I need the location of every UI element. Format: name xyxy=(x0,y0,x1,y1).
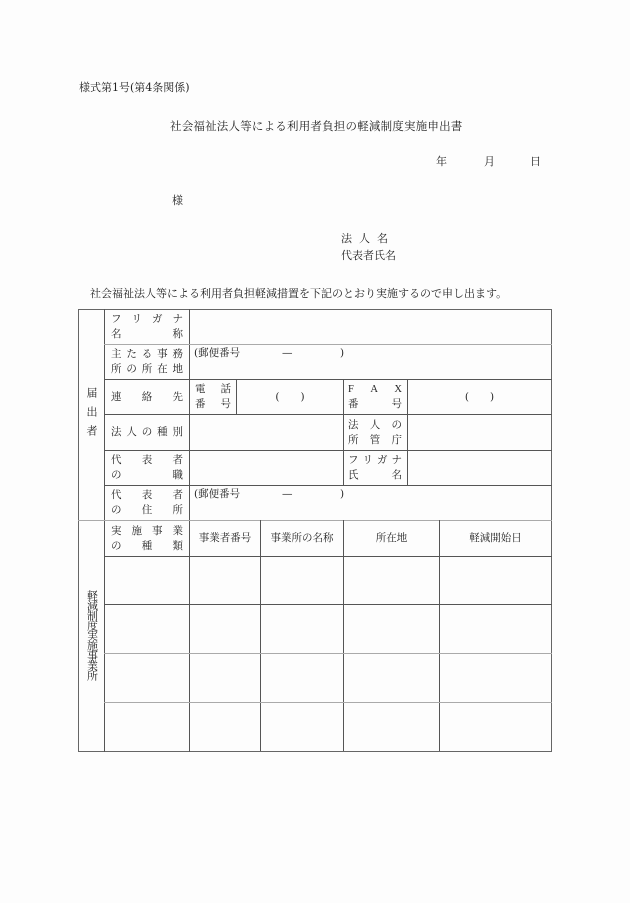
label-char: 者 xyxy=(172,489,183,501)
label-char: 名 xyxy=(111,328,122,340)
label-char: 称 xyxy=(172,328,183,340)
facility-row-4-cell[interactable] xyxy=(440,703,551,750)
table-border-bottom xyxy=(78,751,552,752)
facility-row-2-cell[interactable] xyxy=(344,605,439,652)
label-char: の xyxy=(141,426,153,438)
label-char: 業 xyxy=(172,524,183,537)
facility-row-3-cell[interactable] xyxy=(344,654,439,701)
phone-parens: ( ) xyxy=(275,390,305,403)
label-char: 番 xyxy=(348,399,359,410)
label-char: ガ xyxy=(377,454,388,466)
label-char: 法 xyxy=(111,426,122,438)
label-char: 番 xyxy=(195,398,206,410)
label-jurisdiction xyxy=(348,415,402,450)
label-char: 別 xyxy=(172,426,183,438)
postal-dash: — xyxy=(282,347,293,359)
label-char: 管 xyxy=(369,433,381,446)
facility-row-3-cell[interactable] xyxy=(190,654,260,701)
fax-parens: ( ) xyxy=(464,390,495,403)
label-char: 号 xyxy=(391,399,402,410)
phone-field[interactable] xyxy=(237,380,343,414)
label-char: 実 xyxy=(111,524,122,537)
label-char: 人 xyxy=(126,426,137,438)
label-char: 人 xyxy=(369,418,381,431)
label-char: 代 xyxy=(111,489,122,501)
label-char: 号 xyxy=(220,398,231,410)
label-corp-type xyxy=(111,415,183,450)
label-phone xyxy=(195,380,231,414)
facility-row-4-cell[interactable] xyxy=(261,703,343,750)
column-header-provider-number xyxy=(190,521,260,556)
label-char: 種 xyxy=(157,426,168,438)
label-fax xyxy=(348,380,402,414)
label-char: た xyxy=(126,348,137,360)
facility-row-4-cell[interactable] xyxy=(344,703,439,750)
postal-prefix: (郵便番号 xyxy=(194,347,241,359)
intro-statement: 社会福祉法人等による利用者負担軽減措置を下記のとおり実施するので申し出ます。 xyxy=(90,287,508,300)
representative-name-label: 代表者氏名 xyxy=(341,249,396,262)
label-char: 代 xyxy=(111,454,122,466)
label-char: リ xyxy=(131,313,142,325)
corporation-name-label: 法人名 xyxy=(341,232,395,245)
label-char: 法 xyxy=(348,418,359,431)
label-char: X xyxy=(394,384,402,395)
label-char: フ xyxy=(111,313,122,325)
facilities-section-text: 軽減制度実施事業所 xyxy=(85,590,99,680)
label-contact xyxy=(111,380,183,414)
label-char: 施 xyxy=(131,524,142,537)
date-day-label: 日 xyxy=(530,155,541,168)
label-char: ナ xyxy=(391,454,402,466)
label-char: る xyxy=(141,348,153,360)
form-number: 様式第1号(第4条関係) xyxy=(79,81,190,94)
column-header-text: 軽減開始日 xyxy=(469,532,522,544)
label-char: リ xyxy=(362,454,373,466)
label-char: 所 xyxy=(172,504,183,516)
postal-suffix: ) xyxy=(340,347,345,359)
facility-row-4-cell[interactable] xyxy=(190,703,260,750)
name-field[interactable] xyxy=(190,310,551,344)
facility-row-1-cell[interactable] xyxy=(261,557,343,604)
facility-row-2-cell[interactable] xyxy=(105,605,189,652)
office-address-field[interactable] xyxy=(194,345,549,380)
rep-title-field[interactable] xyxy=(190,451,343,485)
label-char: 所 xyxy=(348,433,359,446)
applicant-section-label xyxy=(79,380,104,450)
rep-name-field[interactable] xyxy=(408,451,551,485)
label-char: ガ xyxy=(152,313,163,325)
label-rep-title xyxy=(111,451,183,485)
label-char: 表 xyxy=(141,489,153,501)
facility-row-3-cell[interactable] xyxy=(105,654,189,701)
label-char: 先 xyxy=(172,390,183,403)
facility-row-1-cell[interactable] xyxy=(105,557,189,604)
facility-row-3-cell[interactable] xyxy=(440,654,551,701)
date-year-label: 年 xyxy=(436,155,447,168)
column-header-text: 事業所の名称 xyxy=(270,532,334,544)
divider xyxy=(343,379,344,485)
label-char: の xyxy=(111,539,122,552)
label-char: の xyxy=(126,363,137,375)
corp-type-field[interactable] xyxy=(190,415,343,450)
label-char: F xyxy=(348,384,354,395)
label-furigana-name xyxy=(111,310,183,344)
label-business-type xyxy=(111,521,183,556)
label-char: 氏 xyxy=(348,469,359,481)
label-char: の xyxy=(111,469,122,481)
label-char: 種 xyxy=(141,539,153,552)
label-char: 連 xyxy=(111,390,122,403)
label-office-address xyxy=(111,345,183,379)
label-char: の xyxy=(391,418,402,431)
label-char: 所 xyxy=(141,363,153,375)
label-char: 絡 xyxy=(141,390,153,403)
label-char: 住 xyxy=(141,504,153,516)
label-char: 電 xyxy=(195,383,206,395)
date-month-label: 月 xyxy=(484,155,495,168)
document-title: 社会福祉法人等による利用者負担の軽減制度実施申出書 xyxy=(170,119,463,133)
label-char: 庁 xyxy=(391,433,402,446)
column-header-facility-name xyxy=(261,521,343,556)
column-header-location xyxy=(344,521,439,556)
label-char: 事 xyxy=(157,348,168,360)
label-rep-address xyxy=(111,486,183,520)
addressee-suffix: 様 xyxy=(172,194,183,207)
label-char: 所 xyxy=(111,363,122,375)
facility-row-3-cell[interactable] xyxy=(261,654,343,701)
label-char: 類 xyxy=(172,539,183,552)
facility-row-1-cell[interactable] xyxy=(440,557,551,604)
facility-row-1-cell[interactable] xyxy=(344,557,439,604)
label-char: 話 xyxy=(220,383,231,395)
postal-prefix: (郵便番号 xyxy=(194,488,241,500)
rep-address-field[interactable] xyxy=(194,486,549,521)
label-char: 地 xyxy=(172,363,183,375)
facility-row-4-cell[interactable] xyxy=(105,703,189,750)
applicant-section-text: 届出者 xyxy=(85,386,98,444)
label-char: 主 xyxy=(111,348,122,360)
column-header-start-date xyxy=(440,521,551,556)
label-char: 名 xyxy=(391,469,402,481)
label-char: 事 xyxy=(152,524,163,537)
postal-dash: — xyxy=(282,488,293,500)
label-char: フ xyxy=(348,454,359,466)
postal-suffix: ) xyxy=(340,488,345,500)
label-char: 者 xyxy=(172,454,183,466)
facility-row-2-cell[interactable] xyxy=(261,605,343,652)
fax-field[interactable] xyxy=(408,380,551,414)
facility-row-2-cell[interactable] xyxy=(440,605,551,652)
label-char: ナ xyxy=(172,313,183,325)
label-char: の xyxy=(111,504,122,516)
jurisdiction-field[interactable] xyxy=(408,415,551,450)
facility-row-2-cell[interactable] xyxy=(190,605,260,652)
label-rep-furigana-name xyxy=(348,451,402,485)
label-char: 務 xyxy=(172,348,183,360)
table-border-right xyxy=(551,309,552,752)
label-char: 表 xyxy=(141,454,153,466)
label-char: A xyxy=(370,384,378,395)
column-header-text: 所在地 xyxy=(375,532,408,544)
facility-row-1-cell[interactable] xyxy=(190,557,260,604)
label-char: 職 xyxy=(172,469,183,481)
facilities-section-label xyxy=(79,580,104,690)
column-header-text: 事業者番号 xyxy=(198,532,252,544)
label-char: 在 xyxy=(157,363,168,375)
